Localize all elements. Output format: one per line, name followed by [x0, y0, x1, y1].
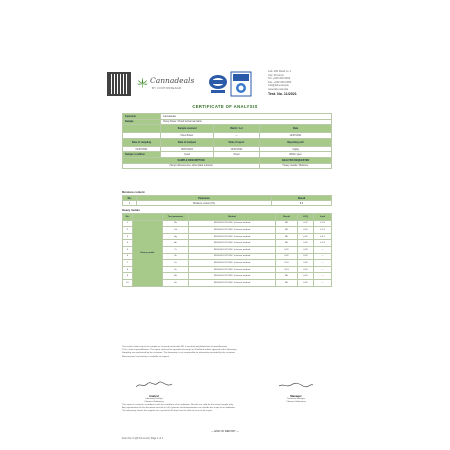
- column-header: Batch / Lot: [214, 125, 260, 133]
- disclaimer-line: The laboratory retains the samples for a period of 30 days from the date of issue of the report.: [122, 410, 213, 413]
- column-header: Parameter: [137, 196, 272, 201]
- sample-info-table: [122, 113, 332, 169]
- table-cell: 01/07/2021: [123, 146, 161, 152]
- ilac-mra-logo-icon: [208, 73, 228, 95]
- certificate-page: [102, 64, 348, 440]
- group-label-cell: Heavy metals: [133, 220, 163, 286]
- table-cell: FR-M-018 ICP-MS / In-house method: [189, 260, 276, 267]
- heavy-metals-table: [122, 213, 332, 287]
- table-cell: FR-M-018 ICP-MS / In-house method: [189, 273, 276, 280]
- document-footer: Form No. F-QP-01 rev.01 | Page 1 of 1: [122, 437, 164, 440]
- info-label: Customer: [123, 114, 161, 120]
- table-cell: 1: [123, 220, 133, 227]
- table-cell: FR-M-018 ICP-MS / In-house method: [189, 227, 276, 234]
- brand-subtitle: BY COOTONSEAGR: [152, 86, 182, 90]
- table-cell: Dried: [214, 152, 260, 158]
- table-cell: Cr: [163, 246, 189, 253]
- table-cell: Heavy metals / Moisture: [259, 163, 331, 169]
- disclaimer-section: [122, 404, 332, 413]
- column-header: Date of analysis: [161, 138, 214, 146]
- signatory-department: Chemical laboratory: [144, 401, 164, 403]
- table-cell: Pb: [163, 220, 189, 227]
- qr-code: [107, 72, 131, 96]
- table-cell: FR-M-018 ICP-MS / In-house method: [189, 246, 276, 253]
- column-header: No.: [123, 196, 137, 201]
- table-cell: mg/kg: [259, 146, 331, 152]
- signatory-name: Manager: [290, 394, 302, 398]
- table-cell: 0.02: [298, 220, 314, 227]
- signature-block-analyst: [124, 376, 184, 404]
- note-line: Sampling was performed by the customer. The laboratory is not responsible for information provided by the customer.: [122, 352, 236, 355]
- info-header-row: [123, 138, 332, 146]
- table-cell: 6: [123, 253, 133, 260]
- column-header: Date of report: [214, 138, 260, 146]
- signature-block-manager: [266, 376, 326, 404]
- table-cell: ≤ 0.1: [314, 233, 332, 240]
- table-cell: 8: [123, 266, 133, 273]
- column-header: ANALYSIS REQUESTED: [259, 157, 331, 163]
- column-header: LOQ: [298, 214, 314, 221]
- table-cell: Within spec: [259, 152, 331, 158]
- column-header: Result: [276, 214, 298, 221]
- column-header: Reporting unit: [259, 138, 331, 146]
- table-cell: Dried flower: [161, 133, 214, 139]
- table-cell: 24.3: [276, 266, 298, 273]
- table-cell: 12/07/2021: [214, 146, 260, 152]
- column-header: [133, 214, 163, 221]
- table-cell: 8.2: [272, 201, 332, 206]
- table-cell: 0.02: [298, 260, 314, 267]
- table-cell: Sb: [163, 273, 189, 280]
- table-cell: ND: [276, 227, 298, 234]
- info-row: [123, 163, 332, 169]
- laboratory-contact-info: [268, 70, 346, 96]
- table-cell: —: [314, 253, 332, 260]
- info-header-row: [123, 125, 332, 133]
- table-cell: ND: [276, 279, 298, 286]
- table-cell: Good: [161, 152, 214, 158]
- table-cell: Hemp inflorescence, dried plant material: [123, 163, 260, 169]
- table-cell: 2: [123, 227, 133, 234]
- table-cell: FR-M-018 ICP-MS / In-house method: [189, 233, 276, 240]
- table-cell: Moisture content (%): [137, 201, 272, 206]
- cannabis-leaf-icon: [136, 76, 149, 89]
- table-cell: 4: [123, 240, 133, 247]
- info-value: Cannadeals: [161, 114, 332, 120]
- table-cell: Zn: [163, 266, 189, 273]
- column-header: Date: [259, 125, 331, 133]
- table-cell: ≤ 1.0: [314, 240, 332, 247]
- column-header: Method: [189, 214, 276, 221]
- table-cell: —: [314, 246, 332, 253]
- table-cell: FR-M-018 ICP-MS / In-house method: [189, 266, 276, 273]
- table-cell: FR-M-018 ICP-MS / In-house method: [189, 253, 276, 260]
- table-cell: FR-M-018 ICP-MS / In-house method: [189, 240, 276, 247]
- table-cell: 10: [123, 279, 133, 286]
- lab-info-line: Lab. 000 Road no 1: [268, 70, 291, 73]
- disclaimer-line: Any reproduction of this document must be in full. Opinions and interpretations are outside the scope of accreditation.: [122, 407, 236, 410]
- table-cell: Se: [163, 279, 189, 286]
- table-cell: Ni: [163, 253, 189, 260]
- column-header: Test parameter: [163, 214, 189, 221]
- handwritten-signature: [134, 381, 174, 389]
- section-label: Heavy metals: [122, 208, 140, 212]
- info-label: Sample: [123, 119, 161, 125]
- column-header: [123, 125, 161, 133]
- table-cell: 0.02: [298, 273, 314, 280]
- table-cell: —: [314, 273, 332, 280]
- lab-info-line: City, Province: [268, 73, 284, 77]
- lab-info-line: info@lab.example: [268, 84, 289, 88]
- table-cell: ND: [276, 233, 298, 240]
- table-cell: 1: [123, 201, 137, 206]
- signatory-name: Analyst: [148, 394, 160, 398]
- moisture-table: [122, 195, 332, 206]
- accreditation-logos: [208, 71, 254, 97]
- table-cell: 0.02: [298, 246, 314, 253]
- section-label: Moisture content: [122, 190, 145, 194]
- signatory-role: Technical manager: [286, 398, 306, 400]
- table-cell: 0.02: [298, 279, 314, 286]
- table-cell: Cd: [163, 227, 189, 234]
- metals-header-row: [123, 214, 332, 221]
- pca-accreditation-logo-icon: [230, 71, 252, 97]
- certificate-header: [102, 64, 348, 100]
- table-cell: 3: [123, 233, 133, 240]
- column-header: No.: [123, 214, 133, 221]
- column-header: SAMPLE DESCRIPTION: [123, 157, 260, 163]
- table-cell: 9: [123, 273, 133, 280]
- table-cell: —: [314, 260, 332, 267]
- table-cell: 12/07/2021: [259, 133, 331, 139]
- note-line: LOQ = limit of quantification. The report shall not be reproduced except in full without written approval of the laboratory.: [122, 349, 237, 352]
- column-header: Sample received: [161, 125, 214, 133]
- table-cell: —: [314, 266, 332, 273]
- table-cell: ≤ 1.0: [314, 227, 332, 234]
- info-value: Hemp flower / Dried herbal cannabis: [161, 119, 332, 125]
- note-line: The results relate only to the sample as received and tested. ND = not detected (below limit of quantification).: [122, 346, 228, 348]
- disclaimer-line: This report is issued in accordance with the conditions of accreditation. Results are valid for the tested sample only.: [122, 404, 234, 406]
- info-label: Sample condition: [123, 152, 161, 158]
- table-cell: Cu: [163, 260, 189, 267]
- column-header: Limit: [314, 214, 332, 221]
- table-cell: —: [214, 133, 260, 139]
- table-cell: ND: [276, 240, 298, 247]
- table-cell: —: [314, 279, 332, 286]
- signatory-department: Chemical laboratory: [286, 401, 306, 403]
- handwritten-signature: [276, 381, 316, 389]
- column-header: Result: [272, 196, 332, 201]
- table-cell: As: [163, 240, 189, 247]
- lab-info-line: Tel. +000 000 0000: [268, 77, 291, 81]
- table-cell: ND: [276, 220, 298, 227]
- license-number: Test. No. 11/2021: [268, 91, 297, 96]
- table-cell: 0.02: [298, 227, 314, 234]
- signatory-role: Laboratory analyst: [145, 398, 163, 400]
- table-cell: FR-M-018 ICP-MS / In-house method: [189, 279, 276, 286]
- brand-logo: [136, 74, 196, 94]
- table-cell: 7: [123, 260, 133, 267]
- lab-info-line: www.lab.example: [268, 87, 289, 91]
- column-header: Date of sampling: [123, 138, 161, 146]
- table-cell: 5: [123, 246, 133, 253]
- table-cell: 0.42: [276, 253, 298, 260]
- notes-section: [122, 346, 332, 359]
- brand-name: Cannadeals: [150, 76, 195, 85]
- table-cell: 0.02: [298, 233, 314, 240]
- end-of-report-mark: — END OF REPORT —: [211, 430, 239, 433]
- metals-rows: [123, 220, 332, 286]
- document-title: CERTIFICATE OF ANALYSIS: [192, 104, 258, 109]
- table-cell: 0.31: [276, 246, 298, 253]
- table-cell: 0.02: [298, 266, 314, 273]
- table-cell: ≤ 1.0: [314, 220, 332, 227]
- lab-info-line: Fax. +000 000 0000: [268, 80, 292, 84]
- table-cell: Hg: [163, 233, 189, 240]
- table-row: [123, 201, 332, 206]
- table-cell: 5.10: [276, 260, 298, 267]
- table-cell: 0.02: [298, 253, 314, 260]
- table-cell: FR-M-018 ICP-MS / In-house method: [189, 220, 276, 227]
- table-cell: ND: [276, 273, 298, 280]
- note-line: Measurement uncertainty is available on request.: [122, 355, 170, 358]
- table-row: [123, 220, 332, 227]
- table-cell: 0.02: [298, 240, 314, 247]
- table-cell: 05/07/2021: [161, 146, 214, 152]
